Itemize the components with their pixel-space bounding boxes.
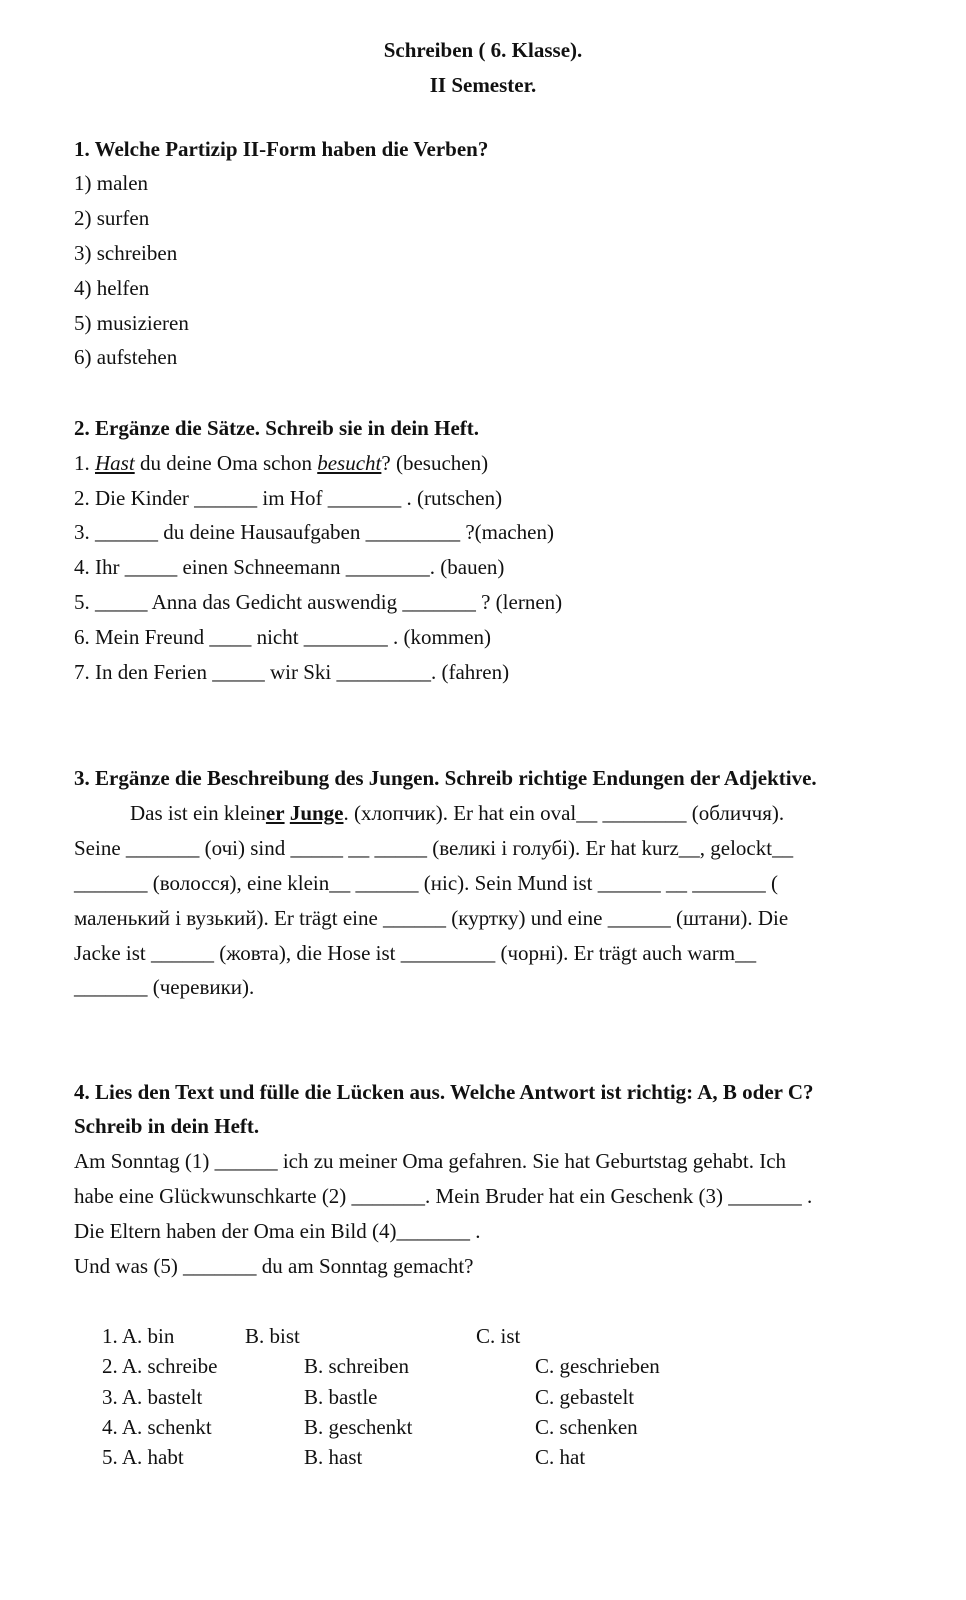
task3-text-line: _______ (черевики). — [74, 975, 255, 999]
task2-sentence: 3. ______ du deine Hausaufgaben _________ ?(machen) — [74, 520, 554, 544]
option-a: 4. A. schenkt — [102, 1415, 212, 1439]
task2-example — [74, 449, 488, 477]
option-b: B. geschenkt — [304, 1415, 413, 1439]
task2-sentence: 7. In den Ferien _____ wir Ski _________. (fahren) — [74, 660, 510, 684]
task3-example-ending: er — [265, 801, 285, 825]
task2-sentence: 2. Die Kinder ______ im Hof _______ . (rutschen) — [74, 486, 503, 510]
task3-text-line: маленький і вузький). Er trägt eine ______ (куртку) und eine ______ (штани). Die — [74, 906, 789, 930]
option-c: C. ist — [476, 1324, 521, 1348]
task4-text-line: habe eine Glückwunschkarte (2) _______. Mein Bruder hat ein Geschenk (3) _______ . — [74, 1184, 813, 1208]
task2-sentence: 5. _____ Anna das Gedicht auswendig _______ ? (lernen) — [74, 590, 563, 614]
example-end: ? (besuchen) — [381, 451, 489, 475]
task2-heading: 2. Ergänze die Sätze. Schreib sie in dein Heft. — [74, 416, 479, 440]
option-b: B. hast — [304, 1445, 363, 1469]
example-number: 1. — [74, 451, 95, 475]
task1-heading: 1. Welche Partizip II-Form haben die Verben? — [74, 137, 489, 161]
task1-item: 3) schreiben — [74, 241, 178, 265]
task1-item: 2) surfen — [74, 206, 150, 230]
task4-text-line: Am Sonntag (1) ______ ich zu meiner Oma gefahren. Sie hat Geburtstag gehabt. Ich — [74, 1149, 787, 1173]
task2-sentence: 6. Mein Freund ____ nicht ________ . (kommen) — [74, 625, 492, 649]
task3-heading: 3. Ergänze die Beschreibung des Jungen. Schreib richtige Endungen der Adjektive. — [74, 766, 817, 790]
option-c: C. hat — [535, 1445, 586, 1469]
option-a: 2. A. schreibe — [102, 1354, 218, 1378]
page-title: Schreiben ( 6. Klasse). — [383, 38, 583, 62]
task4-text-line: Und was (5) _______ du am Sonntag gemacht? — [74, 1254, 474, 1278]
option-b: B. schreiben — [304, 1354, 409, 1378]
option-b: B. bist — [245, 1324, 300, 1348]
task3-intro-rest: . (хлопчик). Er hat ein oval__ ________ (обличчя). — [343, 801, 785, 825]
option-a: 1. A. bin — [102, 1324, 175, 1348]
task3-text-line: Seine _______ (очі) sind _____ __ _____ (великі і голубі). Er hat kurz__, gelockt__ — [74, 836, 794, 860]
task2-sentence: 4. Ihr _____ einen Schneemann ________. (bauen) — [74, 555, 505, 579]
task1-item: 5) musizieren — [74, 311, 189, 335]
example-middle: du deine Oma schon — [134, 451, 318, 475]
task4-heading-cont: Schreib in dein Heft. — [74, 1114, 260, 1138]
option-a: 5. A. habt — [102, 1445, 184, 1469]
task3-text-line: _______ (волосся), eine klein__ ______ (ніс). Sein Mund ist ______ __ _______ ( — [74, 871, 778, 895]
example-answer-auxiliary: Hast — [95, 451, 135, 475]
example-answer-participle: besucht — [317, 451, 382, 475]
task1-item: 4) helfen — [74, 276, 150, 300]
option-c: C. gebastelt — [535, 1385, 635, 1409]
page-subtitle: II Semester. — [429, 73, 537, 97]
task3-first-line — [130, 799, 784, 827]
option-c: C. schenken — [535, 1415, 638, 1439]
option-c: C. geschrieben — [535, 1354, 660, 1378]
task3-intro: Das ist ein klein — [130, 801, 266, 825]
task4-heading: 4. Lies den Text und fülle die Lücken aus. Welche Antwort ist richtig: A, B oder C? — [74, 1080, 814, 1104]
option-b: B. bastle — [304, 1385, 378, 1409]
option-a: 3. A. bastelt — [102, 1385, 203, 1409]
task3-text-line: Jacke ist ______ (жовта), die Hose ist _________ (чорні). Er trägt auch warm__ — [74, 941, 757, 965]
task1-item: 6) aufstehen — [74, 345, 178, 369]
task3-example-noun: Junge — [289, 801, 344, 825]
task4-text-line: Die Eltern haben der Oma ein Bild (4)_______ . — [74, 1219, 481, 1243]
task1-item: 1) malen — [74, 171, 149, 195]
